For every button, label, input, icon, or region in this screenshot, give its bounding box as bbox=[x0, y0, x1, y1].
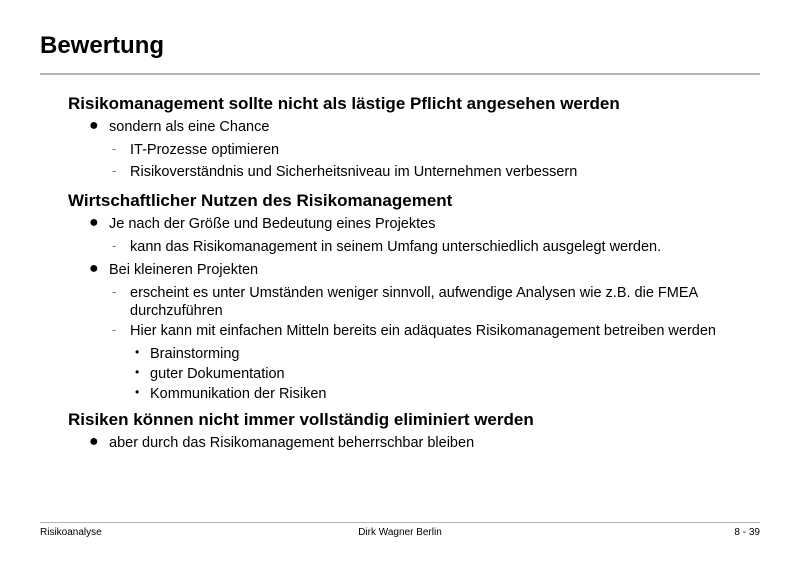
title-divider bbox=[40, 73, 760, 75]
sub-list-item-text: Hier kann mit einfachen Mitteln bereits ein adäquates Risikomanagement betreiben werden bbox=[130, 323, 716, 339]
dash-icon: - bbox=[112, 163, 117, 178]
bullet-icon: • bbox=[135, 365, 140, 379]
dash-icon: - bbox=[112, 238, 117, 253]
sub-sub-list-item bbox=[135, 345, 240, 362]
sub-list-item bbox=[112, 238, 662, 256]
sub-sub-list-item-text: Brainstorming bbox=[150, 346, 240, 362]
sub-sub-list-item-text: Kommunikation der Risiken bbox=[150, 386, 327, 402]
bullet-icon: ● bbox=[89, 433, 99, 450]
list-item-text: sondern als eine Chance bbox=[109, 119, 270, 135]
slide-title: Bewertung bbox=[40, 32, 165, 59]
sub-list-item bbox=[112, 163, 578, 181]
list-item-text: Je nach der Größe und Bedeutung eines Projektes bbox=[109, 216, 436, 232]
list-item bbox=[89, 117, 270, 135]
list-item bbox=[89, 433, 475, 451]
footer-left: Risikoanalyse bbox=[40, 527, 102, 538]
sub-list-item-text: Risikoverständnis und Sicherheitsniveau im Unternehmen verbessern bbox=[130, 164, 578, 180]
sub-list-item-text: IT-Prozesse optimieren bbox=[130, 142, 280, 158]
dash-icon: - bbox=[112, 284, 117, 299]
footer-page-number: 8 - 39 bbox=[734, 527, 760, 538]
bullet-icon: • bbox=[135, 345, 140, 359]
bullet-icon: ● bbox=[89, 214, 99, 231]
sub-list-item-text: kann das Risikomanagement in seinem Umfang unterschiedlich ausgelegt werden. bbox=[130, 239, 662, 255]
sub-list-item bbox=[112, 141, 280, 159]
sub-list-item bbox=[112, 284, 730, 320]
bullet-icon: ● bbox=[89, 117, 99, 134]
sub-sub-list-item bbox=[135, 365, 285, 382]
list-item-text: Bei kleineren Projekten bbox=[109, 262, 259, 278]
section-heading: Risiken können nicht immer vollständig eliminiert werden bbox=[68, 410, 534, 429]
footer-divider bbox=[40, 522, 760, 523]
list-item-text: aber durch das Risikomanagement beherrschbar bleiben bbox=[109, 435, 475, 451]
footer-center: Dirk Wagner Berlin bbox=[358, 527, 442, 538]
list-item bbox=[89, 260, 259, 278]
sub-sub-list-item bbox=[135, 385, 327, 402]
section-heading: Risikomanagement sollte nicht als lästige Pflicht angesehen werden bbox=[68, 94, 620, 113]
sub-sub-list-item-text: guter Dokumentation bbox=[150, 366, 285, 382]
dash-icon: - bbox=[112, 141, 117, 156]
sub-list-item-text: erscheint es unter Umständen weniger sinnvoll, aufwendige Analysen wie z.B. die FMEA durchzuführen bbox=[130, 285, 698, 319]
bullet-icon: ● bbox=[89, 260, 99, 277]
bullet-icon: • bbox=[135, 385, 140, 399]
list-item bbox=[89, 214, 436, 232]
dash-icon: - bbox=[112, 322, 117, 337]
section-heading: Wirtschaftlicher Nutzen des Risikomanagement bbox=[68, 191, 453, 210]
sub-list-item bbox=[112, 322, 716, 340]
